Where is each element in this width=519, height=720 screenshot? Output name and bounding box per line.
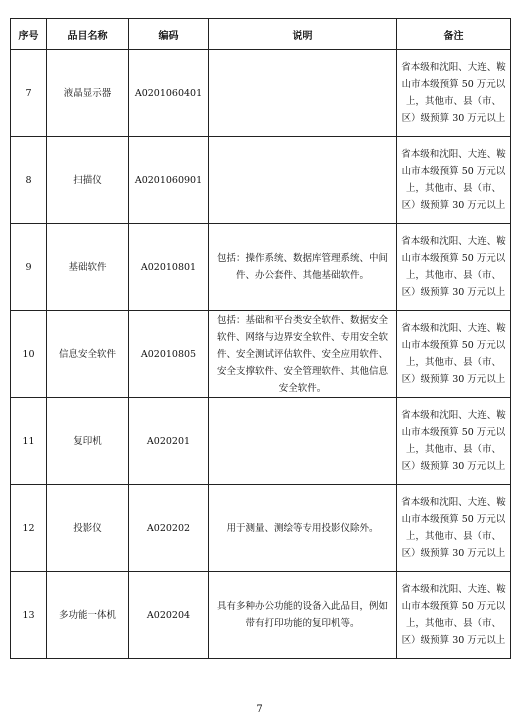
- cell-desc: 包括：基础和平台类安全软件、数据安全软件、网络与边界安全软件、专用安全软件、安全测试评估软件、安全应用软件、安全支撑软件、安全管理软件、其他信息安全软件。: [209, 311, 397, 398]
- cell-code: A020204: [129, 572, 209, 659]
- table-header-row: [11, 19, 511, 50]
- cell-no: 11: [11, 398, 47, 485]
- cell-desc: [209, 398, 397, 485]
- header-note: 备注: [397, 19, 511, 50]
- table-row: [11, 311, 511, 398]
- cell-no: 10: [11, 311, 47, 398]
- table-row: [11, 137, 511, 224]
- cell-name: 多功能一体机: [47, 572, 129, 659]
- cell-name: 液晶显示器: [47, 50, 129, 137]
- cell-name: 复印机: [47, 398, 129, 485]
- cell-no: 13: [11, 572, 47, 659]
- header-code: 编码: [129, 19, 209, 50]
- table-row: [11, 485, 511, 572]
- cell-name: 投影仪: [47, 485, 129, 572]
- header-no: 序号: [11, 19, 47, 50]
- cell-note: 省本级和沈阳、大连、鞍山市本级预算 50 万元以上，其他市、县（市、区）级预算 30 万元以上: [397, 137, 511, 224]
- table-row: [11, 398, 511, 485]
- table-row: [11, 224, 511, 311]
- cell-desc: [209, 50, 397, 137]
- cell-no: 9: [11, 224, 47, 311]
- table-row: [11, 50, 511, 137]
- cell-desc: 包括：操作系统、数据库管理系统、中间件、办公套件、其他基础软件。: [209, 224, 397, 311]
- cell-code: A02010805: [129, 311, 209, 398]
- cell-no: 8: [11, 137, 47, 224]
- cell-code: A0201060901: [129, 137, 209, 224]
- cell-note: 省本级和沈阳、大连、鞍山市本级预算 50 万元以上，其他市、县（市、区）级预算 30 万元以上: [397, 398, 511, 485]
- cell-note: 省本级和沈阳、大连、鞍山市本级预算 50 万元以上，其他市、县（市、区）级预算 30 万元以上: [397, 485, 511, 572]
- table-row: [11, 572, 511, 659]
- cell-name: 基础软件: [47, 224, 129, 311]
- cell-code: A0201060401: [129, 50, 209, 137]
- cell-desc: 用于测量、测绘等专用投影仪除外。: [209, 485, 397, 572]
- header-desc: 说明: [209, 19, 397, 50]
- cell-name: 扫描仪: [47, 137, 129, 224]
- cell-code: A020201: [129, 398, 209, 485]
- cell-note: 省本级和沈阳、大连、鞍山市本级预算 50 万元以上，其他市、县（市、区）级预算 30 万元以上: [397, 50, 511, 137]
- cell-desc: [209, 137, 397, 224]
- page-number: 7: [256, 704, 263, 715]
- cell-name: 信息安全软件: [47, 311, 129, 398]
- cell-no: 7: [11, 50, 47, 137]
- cell-desc: 具有多种办公功能的设备入此品目，例如带有打印功能的复印机等。: [209, 572, 397, 659]
- cell-no: 12: [11, 485, 47, 572]
- cell-note: 省本级和沈阳、大连、鞍山市本级预算 50 万元以上，其他市、县（市、区）级预算 30 万元以上: [397, 311, 511, 398]
- procurement-catalog-table: [10, 18, 511, 659]
- cell-note: 省本级和沈阳、大连、鞍山市本级预算 50 万元以上，其他市、县（市、区）级预算 30 万元以上: [397, 224, 511, 311]
- header-name: 品目名称: [47, 19, 129, 50]
- cell-code: A020202: [129, 485, 209, 572]
- cell-note: 省本级和沈阳、大连、鞍山市本级预算 50 万元以上，其他市、县（市、区）级预算 30 万元以上: [397, 572, 511, 659]
- cell-code: A02010801: [129, 224, 209, 311]
